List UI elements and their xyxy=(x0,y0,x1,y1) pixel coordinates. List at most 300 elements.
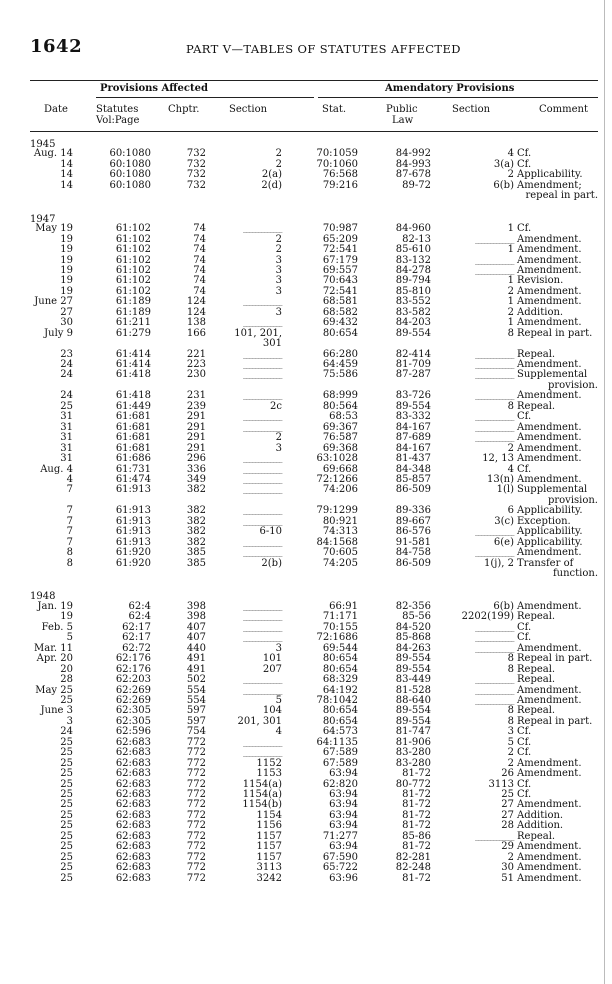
row-public-law: 84-263 xyxy=(395,642,431,654)
row-stat: 79:1299 xyxy=(316,505,358,517)
row-comment: Cf. xyxy=(517,747,532,759)
row-chapter: 440 xyxy=(186,642,206,654)
col-section: Section xyxy=(229,104,268,115)
row-comment: Amendment; xyxy=(517,179,582,191)
row-statutes-vol-page: 61:449 xyxy=(115,400,151,412)
row-amend-section: 3(a) xyxy=(493,158,514,170)
row-stat: 80:654 xyxy=(322,663,358,675)
row-chapter: 74 xyxy=(193,223,206,235)
row-statutes-vol-page: 62:683 xyxy=(115,799,151,811)
row-section: 2(d) xyxy=(261,179,282,191)
row-stat: 63:94 xyxy=(329,768,358,780)
row-stat: 80:654 xyxy=(322,327,358,339)
row-section: 104 xyxy=(262,705,282,717)
row-section: _____________ xyxy=(243,602,282,611)
row-public-law: 89-554 xyxy=(395,663,431,675)
row-chapter: 772 xyxy=(186,820,206,832)
row-amend-section: 6(b) xyxy=(493,179,514,191)
row-amend-section: 8 xyxy=(507,705,514,717)
row-section: _____________ xyxy=(243,623,282,632)
row-chapter: 231 xyxy=(186,390,206,402)
row-chapter: 291 xyxy=(186,411,206,423)
row-chapter: 772 xyxy=(186,768,206,780)
row-chapter: 385 xyxy=(186,547,206,559)
row-comment-continued: repeal in part. xyxy=(525,190,598,202)
header-bottom-rule xyxy=(30,131,598,132)
row-chapter: 166 xyxy=(186,327,206,339)
row-statutes-vol-page: 62:683 xyxy=(115,736,151,748)
row-date: 23 xyxy=(60,348,73,360)
row-statutes-vol-page: 62:17 xyxy=(122,621,151,633)
row-section: _____________ xyxy=(243,738,282,747)
row-comment: Cf. xyxy=(517,148,532,160)
row-comment: Repeal. xyxy=(517,705,556,717)
row-section: _____________ xyxy=(243,423,282,432)
row-stat: 76:587 xyxy=(322,432,358,444)
row-date: 24 xyxy=(60,359,73,371)
row-statutes-vol-page: 61:189 xyxy=(115,296,151,308)
row-date: 25 xyxy=(60,400,73,412)
row-statutes-vol-page: 62:305 xyxy=(115,715,151,727)
row-public-law: 84-348 xyxy=(395,463,431,475)
row-stat: 63:94 xyxy=(329,809,358,821)
row-amend-section: _____________ xyxy=(475,413,514,422)
row-stat: 72:1266 xyxy=(316,473,358,485)
row-section: _____________ xyxy=(243,613,282,622)
row-stat: 72:541 xyxy=(322,285,358,297)
row-statutes-vol-page: 61:102 xyxy=(115,254,151,266)
row-stat: 66:280 xyxy=(322,348,358,360)
row-stat: 63:94 xyxy=(329,820,358,832)
row-date: May 19 xyxy=(35,223,73,235)
row-chapter: 239 xyxy=(186,400,206,412)
row-statutes-vol-page: 62:4 xyxy=(128,600,151,612)
row-statutes-vol-page: 61:189 xyxy=(115,306,151,318)
year-heading: 1948 xyxy=(30,591,56,603)
row-chapter: 772 xyxy=(186,841,206,853)
row-statutes-vol-page: 61:418 xyxy=(115,390,151,402)
row-section: 3 xyxy=(275,306,282,318)
row-public-law: 81-72 xyxy=(402,789,431,801)
row-amend-section: 1 xyxy=(507,317,514,329)
row-public-law: 81-437 xyxy=(395,453,431,465)
row-date: Feb. 5 xyxy=(41,621,73,633)
row-amend-section: 8 xyxy=(507,653,514,665)
row-date: Jan. 19 xyxy=(37,600,73,612)
row-chapter: 221 xyxy=(186,348,206,360)
row-date: 7 xyxy=(66,515,73,527)
row-section: _____________ xyxy=(243,298,282,307)
col-statutes: Statutes xyxy=(96,104,139,115)
row-chapter: 772 xyxy=(186,851,206,863)
row-chapter: 291 xyxy=(186,421,206,433)
row-stat: 70:1059 xyxy=(316,148,358,160)
row-stat: 70:1060 xyxy=(316,158,358,170)
col-chapter: Chptr. xyxy=(168,104,200,115)
row-comment-continued: provision. xyxy=(547,494,598,506)
row-comment: Repeal. xyxy=(517,400,556,412)
row-chapter: 491 xyxy=(186,663,206,675)
row-comment: Cf. xyxy=(517,789,532,801)
row-section: 3 xyxy=(275,285,282,297)
row-section: 1157 xyxy=(256,851,282,863)
row-stat: 69:367 xyxy=(322,421,358,433)
row-public-law: 89-554 xyxy=(395,327,431,339)
row-section: _____________ xyxy=(243,392,282,401)
row-public-law: 89-554 xyxy=(395,715,431,727)
row-section: 5 xyxy=(275,694,282,706)
year-heading: 1945 xyxy=(30,139,56,150)
row-stat: 69:668 xyxy=(322,463,358,475)
row-stat: 71:171 xyxy=(322,611,358,623)
row-section: 1152 xyxy=(256,757,282,769)
row-chapter: 772 xyxy=(186,872,206,884)
row-public-law: 88-640 xyxy=(395,694,431,706)
row-date: 25 xyxy=(60,820,73,832)
row-chapter: 398 xyxy=(186,611,206,623)
row-statutes-vol-page: 61:414 xyxy=(115,359,151,371)
row-chapter: 74 xyxy=(193,275,206,287)
row-chapter: 554 xyxy=(186,684,206,696)
row-date: 14 xyxy=(60,158,73,170)
row-section: _____________ xyxy=(243,465,282,474)
row-public-law: 81-72 xyxy=(402,820,431,832)
row-stat: 65:722 xyxy=(322,862,358,874)
row-chapter: 597 xyxy=(186,715,206,727)
row-amend-section: 8 xyxy=(507,327,514,339)
row-public-law: 89-554 xyxy=(395,400,431,412)
row-comment: Supplemental xyxy=(517,369,588,381)
row-comment: Exception. xyxy=(517,515,571,527)
row-comment: Repeal. xyxy=(517,663,556,675)
row-statutes-vol-page: 61:913 xyxy=(115,536,151,548)
row-statutes-vol-page: 62:176 xyxy=(115,663,151,675)
row-amend-section: 29 xyxy=(501,841,514,853)
row-public-law: 81-72 xyxy=(402,841,431,853)
row-date: 19 xyxy=(60,275,73,287)
row-public-law: 86-576 xyxy=(395,526,431,538)
row-date: 31 xyxy=(60,442,73,454)
row-statutes-vol-page: 61:731 xyxy=(115,463,151,475)
row-stat: 64:1135 xyxy=(316,736,358,748)
row-comment: Amendment. xyxy=(517,851,582,863)
row-comment: Amendment. xyxy=(517,768,582,780)
row-public-law: 84-520 xyxy=(395,621,431,633)
row-statutes-vol-page: 62:683 xyxy=(115,841,151,853)
row-amend-section: 25 xyxy=(501,789,514,801)
row-stat: 70:643 xyxy=(322,275,358,287)
row-stat: 67:179 xyxy=(322,254,358,266)
row-amend-section: _____________ xyxy=(475,686,514,695)
row-amend-section: 6 xyxy=(507,505,514,517)
row-chapter: 754 xyxy=(186,726,206,738)
row-comment: Cf. xyxy=(517,158,532,170)
row-public-law: 82-248 xyxy=(395,862,431,874)
row-amend-section: 8 xyxy=(507,400,514,412)
row-stat: 75:586 xyxy=(322,369,358,381)
row-public-law: 81-906 xyxy=(395,736,431,748)
row-comment: Amendment. xyxy=(517,264,582,276)
row-amend-section: _____________ xyxy=(475,266,514,275)
row-chapter: 772 xyxy=(186,778,206,790)
row-stat: 62:820 xyxy=(322,778,358,790)
row-stat: 64:192 xyxy=(322,684,358,696)
row-comment: Amendment. xyxy=(517,757,582,769)
row-stat: 74:206 xyxy=(322,484,358,496)
row-stat: 68:999 xyxy=(322,390,358,402)
row-statutes-vol-page: 62:683 xyxy=(115,809,151,821)
row-comment: Amendment. xyxy=(517,317,582,329)
row-public-law: 89-336 xyxy=(395,505,431,517)
row-date: 25 xyxy=(60,778,73,790)
row-chapter: 382 xyxy=(186,505,206,517)
year-heading: 1947 xyxy=(30,213,56,225)
row-section: 207 xyxy=(262,663,282,675)
row-date: 25 xyxy=(60,694,73,706)
row-public-law: 81-747 xyxy=(395,726,431,738)
row-amend-section: 2 xyxy=(507,306,514,318)
row-section: 1156 xyxy=(256,820,282,832)
row-date: 7 xyxy=(66,536,73,548)
row-amend-section: 1 xyxy=(507,223,514,235)
row-comment: Amendment. xyxy=(517,473,582,485)
row-public-law: 82-281 xyxy=(395,851,431,863)
col-stat: Stat. xyxy=(322,104,347,115)
row-public-law: 82-356 xyxy=(395,600,431,612)
row-amend-section: 3 xyxy=(507,726,514,738)
row-amend-section: _____________ xyxy=(475,350,514,359)
row-statutes-vol-page: 61:474 xyxy=(115,473,151,485)
row-amend-section: 5 xyxy=(507,736,514,748)
row-date: 19 xyxy=(60,611,73,623)
row-section: 2(b) xyxy=(261,557,282,569)
row-public-law: 84-278 xyxy=(395,264,431,276)
row-section: _____________ xyxy=(243,549,282,558)
row-stat: 80:564 xyxy=(322,400,358,412)
row-amend-section: 1 xyxy=(507,275,514,287)
row-date: 25 xyxy=(60,841,73,853)
row-statutes-vol-page: 61:102 xyxy=(115,285,151,297)
row-amend-section: _____________ xyxy=(475,528,514,537)
row-section: 3 xyxy=(275,264,282,276)
row-date: 28 xyxy=(60,674,73,686)
row-chapter: 291 xyxy=(186,442,206,454)
row-comment: Amendment. xyxy=(517,296,582,308)
row-statutes-vol-page: 62:596 xyxy=(115,726,151,738)
row-date: 31 xyxy=(60,421,73,433)
row-section: _____________ xyxy=(243,413,282,422)
row-date: 25 xyxy=(60,809,73,821)
row-public-law: 89-667 xyxy=(395,515,431,527)
row-amend-section: 1(l) xyxy=(496,484,514,496)
row-amend-section: 28 xyxy=(501,820,514,832)
row-chapter: 74 xyxy=(193,254,206,266)
row-public-law: 81-72 xyxy=(402,799,431,811)
row-comment: Repeal. xyxy=(517,674,556,686)
row-stat: 69:557 xyxy=(322,264,358,276)
row-public-law: 83-332 xyxy=(395,411,431,423)
row-public-law: 84-993 xyxy=(395,158,431,170)
row-chapter: 772 xyxy=(186,809,206,821)
row-public-law: 83-132 xyxy=(395,254,431,266)
row-chapter: 124 xyxy=(186,296,206,308)
row-stat: 74:313 xyxy=(322,526,358,538)
row-statutes-vol-page: 62:683 xyxy=(115,862,151,874)
row-amend-section: 1 xyxy=(507,296,514,308)
row-statutes-vol-page: 61:920 xyxy=(115,557,151,569)
row-public-law: 82-13 xyxy=(402,233,431,245)
row-section: _____________ xyxy=(243,634,282,643)
row-comment: Amendment. xyxy=(517,862,582,874)
row-date: 14 xyxy=(60,179,73,191)
row-comment: Revision. xyxy=(517,275,564,287)
row-statutes-vol-page: 61:913 xyxy=(115,484,151,496)
row-date: 25 xyxy=(60,830,73,842)
row-amend-section: _____________ xyxy=(475,623,514,632)
row-statutes-vol-page: 62:683 xyxy=(115,747,151,759)
row-stat: 68:581 xyxy=(322,296,358,308)
row-section: _____________ xyxy=(243,507,282,516)
row-amend-section: 12, 13 xyxy=(482,453,514,465)
row-stat: 70:155 xyxy=(322,621,358,633)
row-comment-continued: function. xyxy=(552,568,598,580)
row-stat: 69:368 xyxy=(322,442,358,454)
row-stat: 69:544 xyxy=(322,642,358,654)
row-stat: 68:582 xyxy=(322,306,358,318)
row-amend-section: 26 xyxy=(501,768,514,780)
group-rule-provisions xyxy=(96,97,314,98)
row-date: 3 xyxy=(66,715,73,727)
row-public-law: 85-810 xyxy=(395,285,431,297)
row-statutes-vol-page: 61:681 xyxy=(115,411,151,423)
row-comment: Supplemental xyxy=(517,484,588,496)
row-public-law: 81-528 xyxy=(395,684,431,696)
row-stat: 67:589 xyxy=(322,757,358,769)
row-comment: Cf. xyxy=(517,621,532,633)
row-comment: Amendment. xyxy=(517,547,582,559)
row-date: 25 xyxy=(60,872,73,884)
row-statutes-vol-page: 61:920 xyxy=(115,547,151,559)
row-public-law: 80-772 xyxy=(395,778,431,790)
row-stat: 70:605 xyxy=(322,547,358,559)
row-chapter: 382 xyxy=(186,484,206,496)
col-comment: Comment xyxy=(539,104,589,115)
row-chapter: 732 xyxy=(186,148,206,160)
row-statutes-vol-page: 62:683 xyxy=(115,872,151,884)
row-public-law: 83-280 xyxy=(395,757,431,769)
row-comment: Amendment. xyxy=(517,432,582,444)
row-comment: Repeal. xyxy=(517,830,556,842)
row-date: Aug. 14 xyxy=(33,148,73,160)
row-stat: 84:1568 xyxy=(316,536,358,548)
row-chapter: 732 xyxy=(186,179,206,191)
row-statutes-vol-page: 62:176 xyxy=(115,653,151,665)
row-amend-section: 1(j), 2 xyxy=(484,557,514,569)
row-chapter: 491 xyxy=(186,653,206,665)
row-date: 5 xyxy=(66,632,73,644)
row-amend-section: 2 xyxy=(507,442,514,454)
row-statutes-vol-page: 61:913 xyxy=(115,526,151,538)
row-comment: Cf. xyxy=(517,736,532,748)
row-date: 19 xyxy=(60,254,73,266)
row-date: 24 xyxy=(60,390,73,402)
row-public-law: 87-287 xyxy=(395,369,431,381)
page-number: 1642 xyxy=(30,36,83,57)
row-date: 25 xyxy=(60,851,73,863)
row-amend-section: 27 xyxy=(501,799,514,811)
col-law: Law xyxy=(392,115,414,126)
row-public-law: 85-868 xyxy=(395,632,431,644)
row-chapter: 772 xyxy=(186,757,206,769)
row-public-law: 84-203 xyxy=(395,317,431,329)
row-statutes-vol-page: 62:683 xyxy=(115,768,151,780)
row-comment: Repeal in part. xyxy=(517,715,593,727)
row-date: Mar. 11 xyxy=(34,642,73,654)
row-chapter: 138 xyxy=(186,317,206,329)
row-date: 31 xyxy=(60,411,73,423)
row-stat: 64:459 xyxy=(322,359,358,371)
row-date: 8 xyxy=(66,557,73,569)
row-comment: Amendment. xyxy=(517,872,582,884)
row-chapter: 291 xyxy=(186,432,206,444)
row-section: 1157 xyxy=(256,830,282,842)
row-stat: 80:654 xyxy=(322,715,358,727)
col-public: Public xyxy=(386,104,418,115)
row-date: 7 xyxy=(66,526,73,538)
row-date: 25 xyxy=(60,736,73,748)
row-statutes-vol-page: 62:305 xyxy=(115,705,151,717)
row-amend-section: 3113 xyxy=(488,778,514,790)
row-date: 19 xyxy=(60,285,73,297)
row-statutes-vol-page: 61:686 xyxy=(115,453,151,465)
row-stat: 80:654 xyxy=(322,705,358,717)
row-section: 1157 xyxy=(256,841,282,853)
row-date: 20 xyxy=(60,663,73,675)
row-chapter: 385 xyxy=(186,557,206,569)
row-comment: Amendment. xyxy=(517,841,582,853)
row-chapter: 772 xyxy=(186,747,206,759)
page-edge-rule xyxy=(604,0,605,984)
row-section: 1154 xyxy=(256,809,282,821)
row-chapter: 772 xyxy=(186,799,206,811)
row-section: _____________ xyxy=(243,538,282,547)
row-chapter: 772 xyxy=(186,830,206,842)
row-amend-section: _____________ xyxy=(475,361,514,370)
row-chapter: 732 xyxy=(186,169,206,181)
row-amend-section: _____________ xyxy=(475,256,514,265)
row-statutes-vol-page: 61:102 xyxy=(115,223,151,235)
row-public-law: 89-72 xyxy=(402,179,431,191)
row-public-law: 81-72 xyxy=(402,768,431,780)
row-public-law: 84-960 xyxy=(395,223,431,235)
row-amend-section: _____________ xyxy=(475,832,514,841)
row-section: _____________ xyxy=(243,361,282,370)
row-statutes-vol-page: 61:102 xyxy=(115,275,151,287)
row-public-law: 86-509 xyxy=(395,557,431,569)
row-section: _____________ xyxy=(243,455,282,464)
row-chapter: 382 xyxy=(186,515,206,527)
row-amend-section: _____________ xyxy=(475,392,514,401)
row-public-law: 89-554 xyxy=(395,705,431,717)
row-stat: 63:96 xyxy=(329,872,358,884)
row-chapter: 382 xyxy=(186,536,206,548)
row-section: _____________ xyxy=(243,686,282,695)
row-statutes-vol-page: 62:17 xyxy=(122,632,151,644)
row-comment: Applicability. xyxy=(517,526,583,538)
row-public-law: 84-167 xyxy=(395,421,431,433)
row-date: 25 xyxy=(60,757,73,769)
row-chapter: 223 xyxy=(186,359,206,371)
